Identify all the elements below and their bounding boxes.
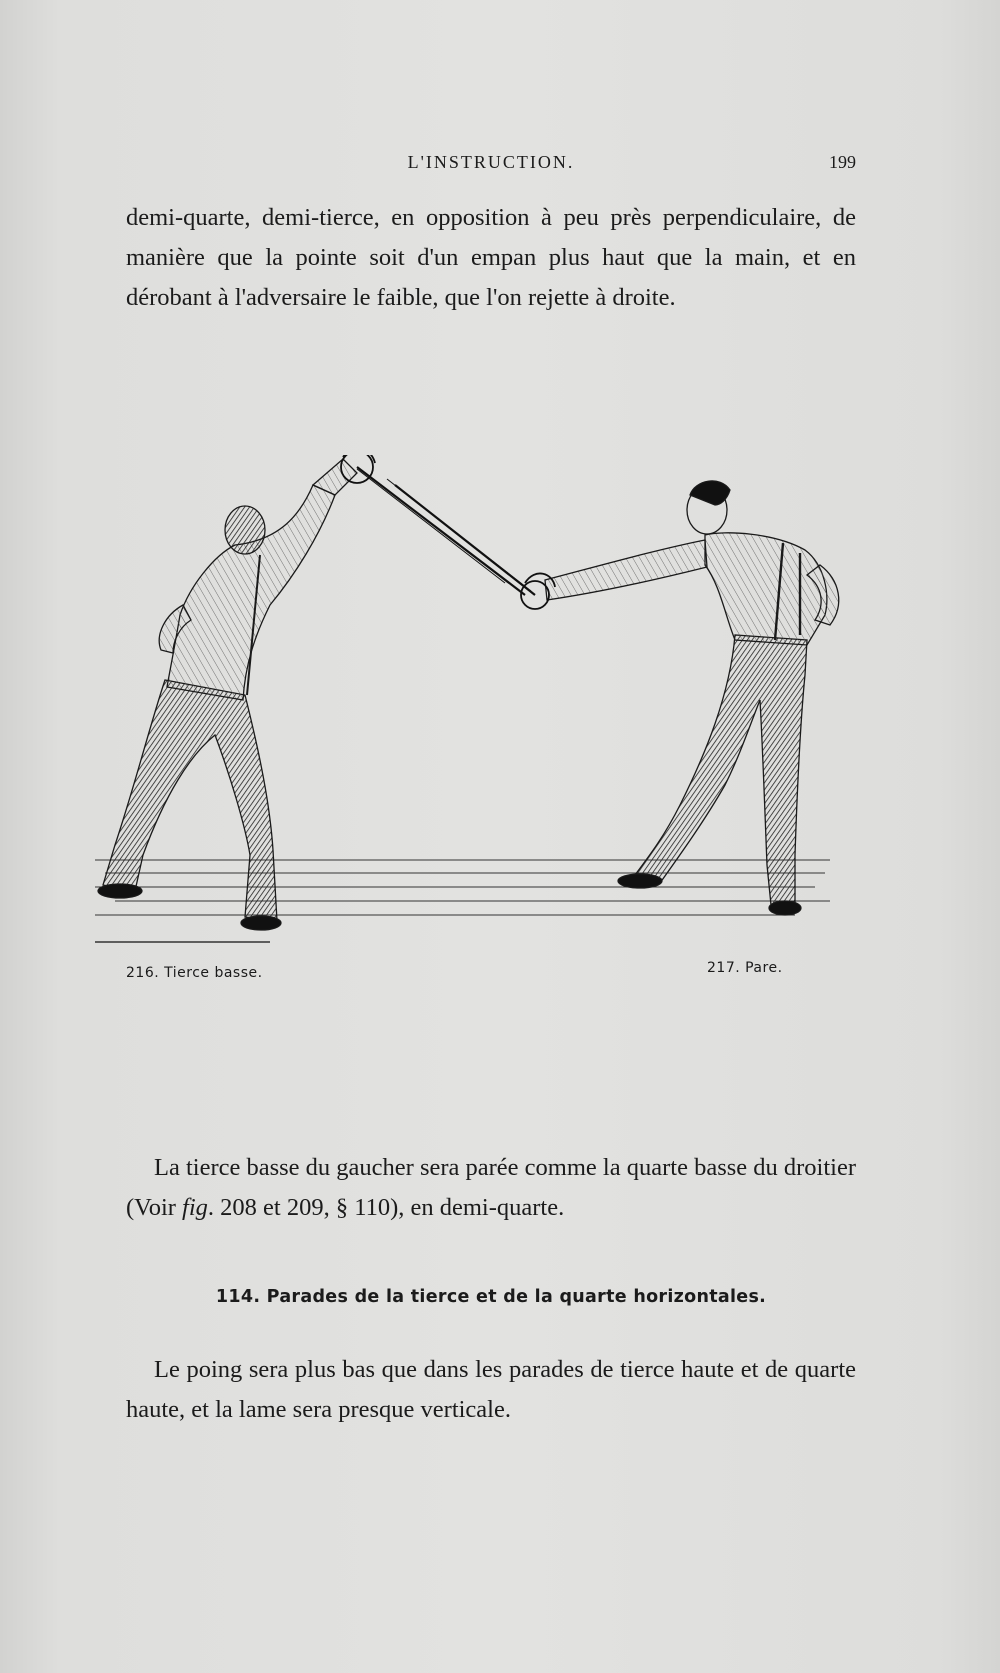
figure-caption-216: 216. Tierce basse. [126,965,263,981]
paragraph-2-text-start: La tierce basse du gaucher sera parée comme la quarte basse du droitier (Voir [126,1154,856,1221]
fencing-illustration [95,455,885,1015]
left-fencer [98,459,357,930]
left-sword [341,455,525,595]
page-number: 199 [829,152,856,172]
floor-lines [95,860,830,942]
paragraph-2-text-end: . 208 et 209, § 110), en demi-quarte. [207,1194,565,1221]
section-heading: 114. Parades de la tierce et de la quarte horizontales. [215,1287,767,1307]
running-head [126,152,856,176]
right-fencer [545,481,839,915]
right-sword [387,479,555,609]
fig-abbreviation: fig [182,1194,208,1221]
paragraph-2 [126,1148,856,1228]
running-title: L'INSTRUCTION. [407,152,575,172]
fencers-engraving [95,455,885,965]
paragraph-1: demi-quarte, demi-tierce, en opposition à peu près perpendiculaire, de manière que la pointe soit d'un empan plus haut que la main, et en dérobant à l'adversaire le faible, que l'on rejette à droite. [126,204,856,311]
figure-caption-217: 217. Pare. [707,960,783,976]
paragraph-3: Le poing sera plus bas que dans les parades de tierce haute et de quarte haute, et la lame sera presque verticale. [126,1356,856,1423]
